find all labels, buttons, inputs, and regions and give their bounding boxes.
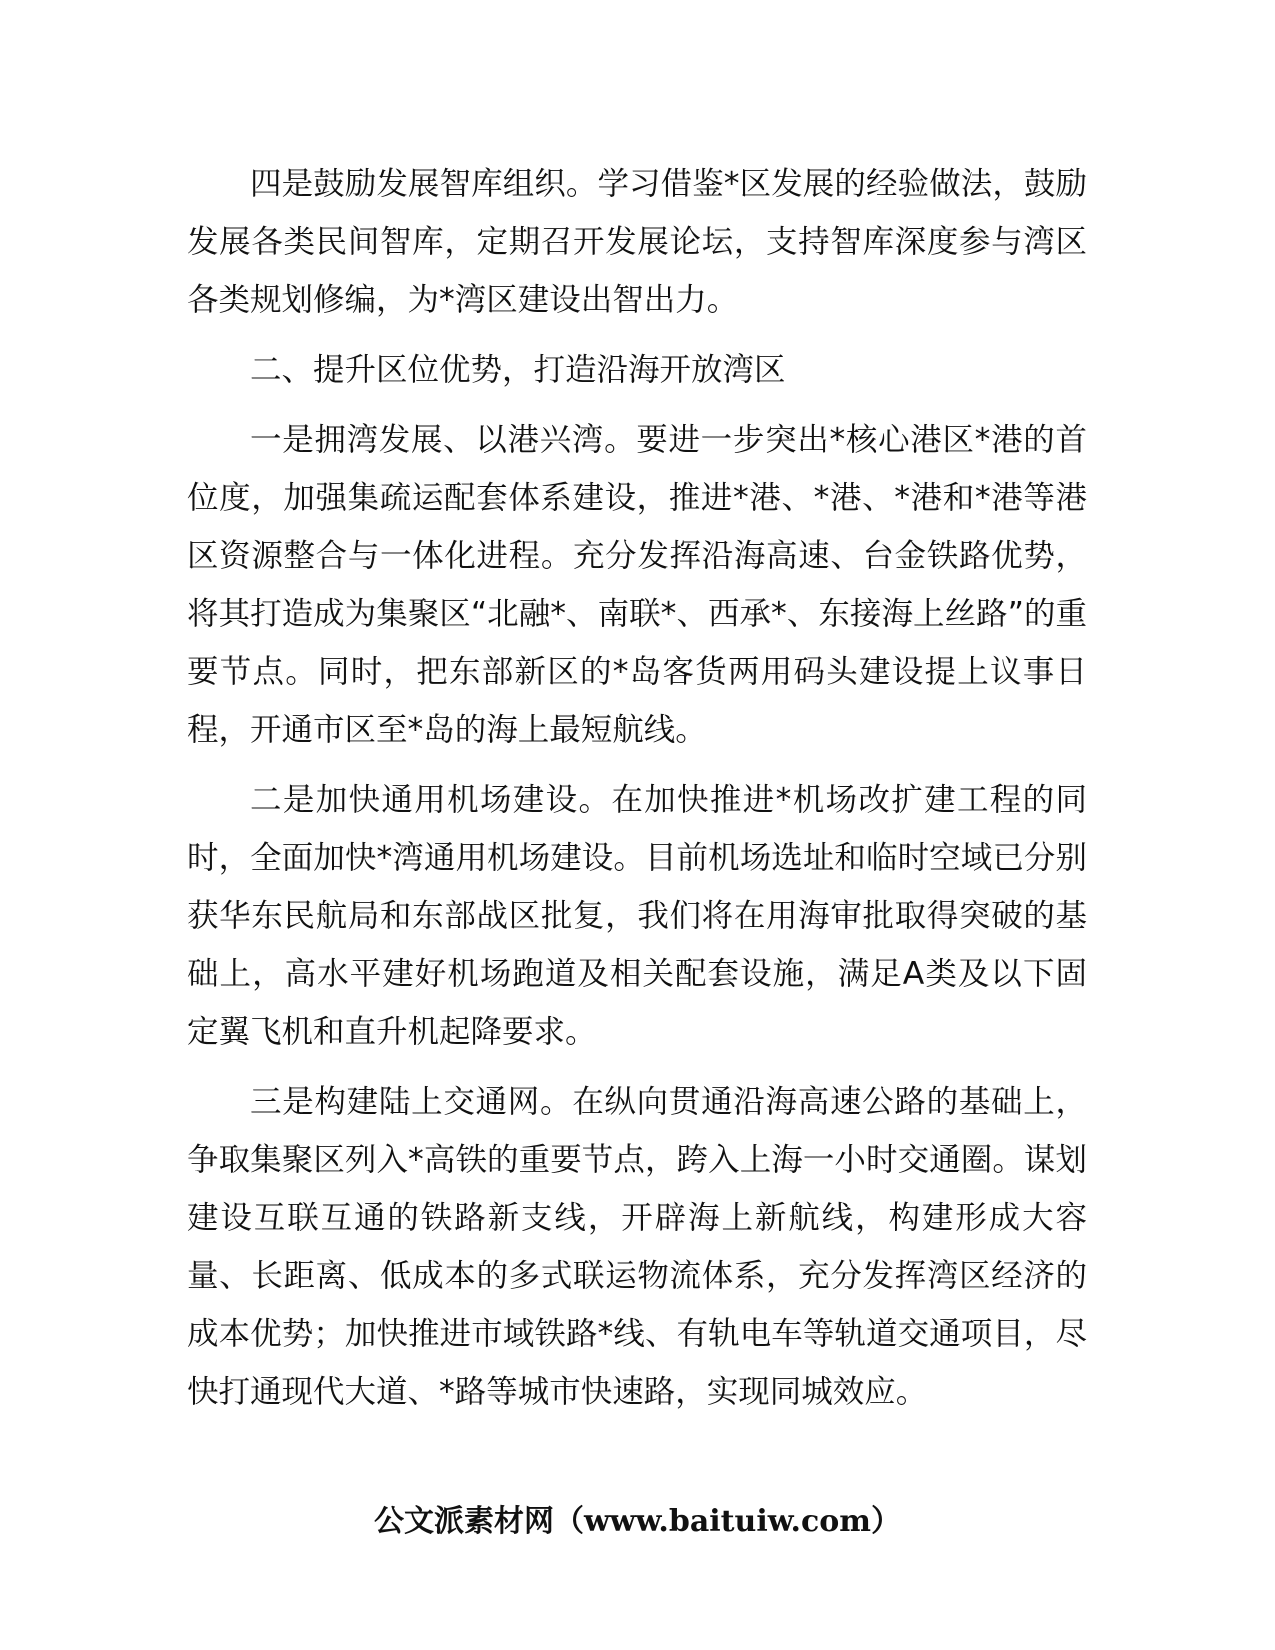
section-heading-location-advantage: 二、提升区位优势，打造沿海开放湾区 (250, 352, 786, 388)
paragraph-land-transport: 三是构建陆上交通网。在纵向贯通沿海高速公路的基础上，争取集聚区列入*高铁的重要节点，跨入上海一小时交通圈。谋划建设互联互通的铁路新支线，开辟海上新航线，构建形成大容量、长距离、低成本的多式联运物流体系，充分发挥湾区经济的成本优势；加快推进市域铁路*线、有轨电车等轨道交通项目，尽快打通现代大道、*路等城市快速路，实现同城效应。 (187, 1084, 1087, 1410)
paragraph-general-airport: 二是加快通用机场建设。在加快推进*机场改扩建工程的同时，全面加快*湾通用机场建设。目前机场选址和临时空域已分别获华东民航局和东部战区批复，我们将在用海审批取得突破的基础上，高水平建好机场跑道及相关配套设施，满足A类及以下固定翼飞机和直升机起降要求。 (187, 782, 1087, 1050)
paragraph-port-development: 一是拥湾发展、以港兴湾。要进一步突出*核心港区*港的首位度，加强集疏运配套体系建设，推进*港、*港、*港和*港等港区资源整合与一体化进程。充分发挥沿海高速、台金铁路优势，将其打造成为集聚区“北融*、南联*、西承*、东接海上丝路”的重要节点。同时，把东部新区的*岛客货两用码头建设提上议事日程，开通市区至*岛的海上最短航线。 (187, 422, 1087, 748)
paragraph-think-tank: 四是鼓励发展智库组织。学习借鉴*区发展的经验做法，鼓励发展各类民间智库，定期召开发展论坛，支持智库深度参与湾区各类规划修编，为*湾区建设出智出力。 (187, 166, 1087, 318)
document-body (187, 155, 1087, 1421)
footer-watermark: 公文派素材网（www.baituiw.com） (373, 1504, 902, 1539)
